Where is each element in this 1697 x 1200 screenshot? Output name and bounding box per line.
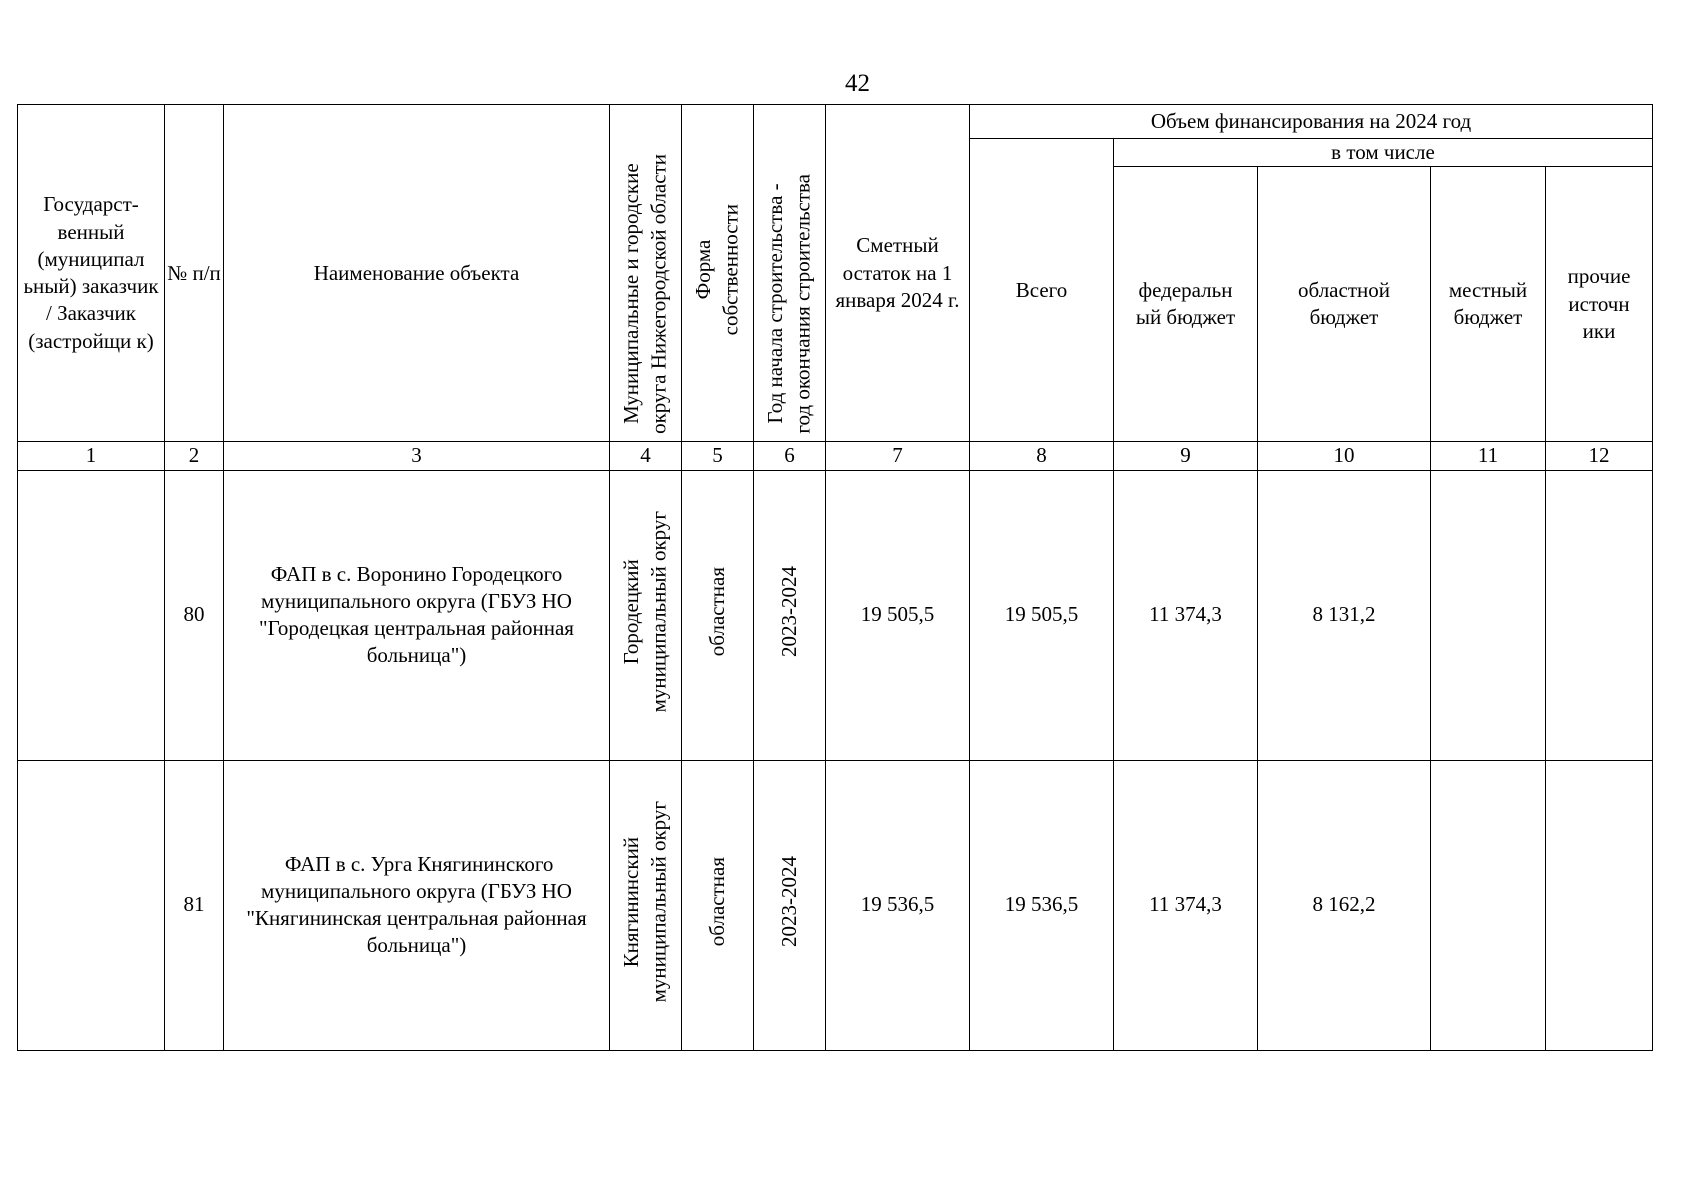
cell-municipality-line2: муниципальный округ bbox=[646, 800, 671, 1003]
cell-ownership-text: областная bbox=[704, 856, 729, 947]
table-row bbox=[18, 760, 1653, 1050]
cell-municipality-line2: муниципальный округ bbox=[646, 510, 671, 713]
header-customer: Государст-венный (муниципал ьный) заказчик / Заказчик (застройщи к) bbox=[18, 105, 165, 442]
header-municipality-line1: Муниципальные и городские bbox=[619, 163, 644, 425]
cell-customer bbox=[18, 760, 165, 1050]
column-number: 5 bbox=[682, 442, 754, 470]
table-row bbox=[18, 470, 1653, 760]
cell-ownership bbox=[682, 760, 754, 1050]
cell-number: 81 bbox=[165, 760, 224, 1050]
header-financing-volume: Объем финансирования на 2024 год bbox=[970, 105, 1653, 139]
header-estimate-balance: Сметный остаток на 1 января 2024 г. bbox=[826, 105, 970, 442]
column-number: 11 bbox=[1431, 442, 1546, 470]
header-federal-budget: федеральн ый бюджет bbox=[1114, 167, 1258, 442]
cell-municipality-text bbox=[618, 511, 673, 712]
header-municipality-line2: округа Нижегородской области bbox=[646, 154, 671, 434]
column-number: 10 bbox=[1258, 442, 1431, 470]
cell-total: 19 536,5 bbox=[970, 760, 1114, 1050]
cell-years bbox=[754, 760, 826, 1050]
cell-regional: 8 162,2 bbox=[1258, 760, 1431, 1050]
header-ownership bbox=[682, 105, 754, 442]
column-number-row bbox=[18, 442, 1653, 470]
cell-municipality-line1: Княгининский bbox=[619, 836, 644, 967]
cell-regional: 8 131,2 bbox=[1258, 470, 1431, 760]
cell-object-name: ФАП в с. Урга Княгининского муниципального округа (ГБУЗ НО "Княгининская центральная районная больница") bbox=[224, 760, 610, 1050]
header-municipality-text bbox=[618, 154, 673, 434]
cell-local bbox=[1431, 470, 1546, 760]
header-years-line1: Год начала строительства - bbox=[763, 184, 788, 425]
header-local-budget: местный бюджет bbox=[1431, 167, 1546, 442]
header-other-sources: прочие источн ики bbox=[1546, 167, 1653, 442]
cell-years-text: 2023-2024 bbox=[776, 855, 801, 947]
header-years-text bbox=[762, 156, 817, 434]
cell-ownership-text: областная bbox=[704, 566, 729, 657]
cell-municipality-text bbox=[618, 801, 673, 1002]
cell-years bbox=[754, 470, 826, 760]
header-row-1 bbox=[18, 105, 1653, 139]
column-number: 4 bbox=[610, 442, 682, 470]
cell-other bbox=[1546, 760, 1653, 1050]
column-number: 12 bbox=[1546, 442, 1653, 470]
header-years bbox=[754, 105, 826, 442]
column-number: 1 bbox=[18, 442, 165, 470]
header-object-name: Наименование объекта bbox=[224, 105, 610, 442]
header-total: Всего bbox=[970, 139, 1114, 442]
cell-years-text: 2023-2024 bbox=[776, 565, 801, 657]
column-number: 3 bbox=[224, 442, 610, 470]
cell-local bbox=[1431, 760, 1546, 1050]
header-number: № п/п bbox=[165, 105, 224, 442]
cell-object-name: ФАП в с. Воронино Городецкого муниципального округа (ГБУЗ НО "Городецкая центральная районная больница") bbox=[224, 470, 610, 760]
column-number: 8 bbox=[970, 442, 1114, 470]
financing-table bbox=[17, 104, 1653, 1051]
header-ownership-text bbox=[690, 204, 745, 335]
cell-municipality bbox=[610, 470, 682, 760]
header-municipality bbox=[610, 105, 682, 442]
cell-estimate-balance: 19 536,5 bbox=[826, 760, 970, 1050]
header-years-line2: год окончания строительства bbox=[790, 174, 815, 434]
cell-other bbox=[1546, 470, 1653, 760]
header-regional-budget: областной бюджет bbox=[1258, 167, 1431, 442]
cell-estimate-balance: 19 505,5 bbox=[826, 470, 970, 760]
column-number: 9 bbox=[1114, 442, 1258, 470]
cell-municipality bbox=[610, 760, 682, 1050]
header-ownership-line2: собственности bbox=[718, 203, 743, 336]
cell-customer bbox=[18, 470, 165, 760]
header-including: в том числе bbox=[1114, 139, 1653, 167]
column-number: 7 bbox=[826, 442, 970, 470]
header-ownership-line1: Форма bbox=[691, 239, 716, 300]
cell-ownership bbox=[682, 470, 754, 760]
column-number: 2 bbox=[165, 442, 224, 470]
cell-federal: 11 374,3 bbox=[1114, 470, 1258, 760]
cell-municipality-line1: Городецкий bbox=[619, 558, 644, 665]
page-number: 42 bbox=[845, 70, 870, 97]
cell-federal: 11 374,3 bbox=[1114, 760, 1258, 1050]
column-number: 6 bbox=[754, 442, 826, 470]
cell-number: 80 bbox=[165, 470, 224, 760]
cell-total: 19 505,5 bbox=[970, 470, 1114, 760]
